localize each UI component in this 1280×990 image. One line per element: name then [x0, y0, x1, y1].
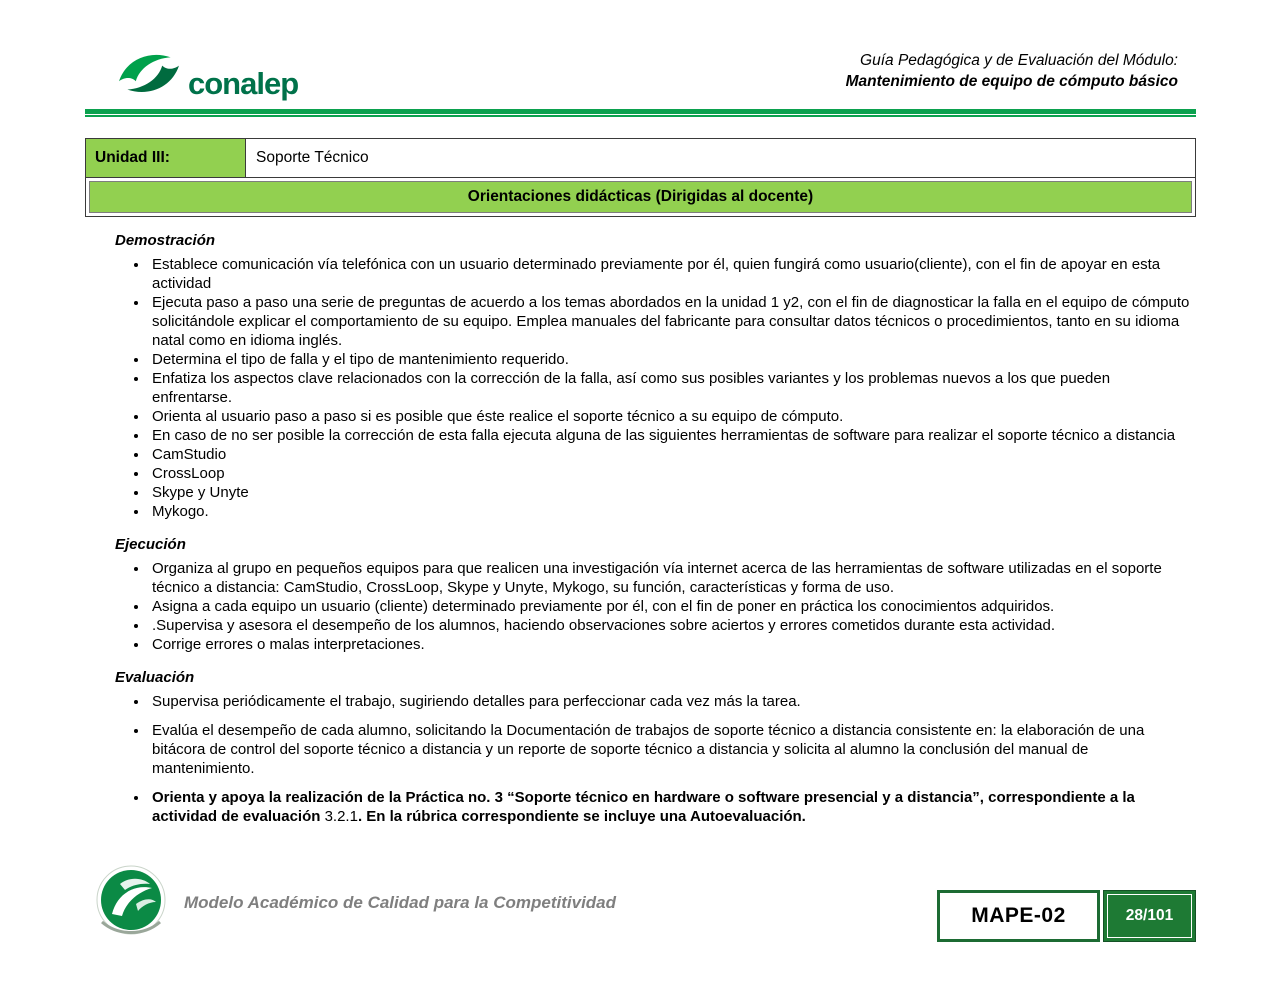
bullet-item: • En caso de no ser posible la corrección de esta falla ejecuta alguna de las siguientes herramientas de software para realizar el soporte técnico a distancia: [149, 426, 1194, 445]
bullet-item: • .Supervisa y asesora el desempeño de los alumnos, haciendo observaciones sobre aciertos y errores cometidos durante esta actividad.: [149, 616, 1194, 635]
bullet-item: [149, 788, 1194, 826]
bullet-item: • Establece comunicación vía telefónica con un usuario determinado previamente por él, quien fungirá como usuario(cliente), con el fin de apoyar en esta actividad: [149, 255, 1194, 293]
bullet-list: [115, 559, 1194, 654]
header-divider: [85, 109, 1196, 117]
bullet-text-segment: . En la rúbrica correspondiente se incluye una Autoevaluación.: [357, 808, 806, 825]
bullet-item: • Orienta al usuario paso a paso si es posible que éste realice el soporte técnico a su equipo de cómputo.: [149, 407, 1194, 426]
bullet-text-segment: Orienta y apoya la realización de la Práctica no. 3 “Soporte técnico en hardware o software presencial y a distancia”, correspondiente a la actividad de evaluación: [152, 789, 1135, 825]
content: [115, 231, 1194, 826]
section-header-bar: Orientaciones didácticas (Dirigidas al docente): [89, 181, 1192, 213]
bullet-text-segment: 3.2.1: [324, 808, 358, 825]
bullet-item: • Corrige errores o malas interpretaciones.: [149, 635, 1194, 654]
bullet-item: • CamStudio: [149, 445, 1194, 464]
bullet-item: • Skype y Unyte: [149, 483, 1194, 502]
bullet-item: • Determina el tipo de falla y el tipo de mantenimiento requerido.: [149, 350, 1194, 369]
mcc-seal-icon: [92, 864, 170, 949]
bullet-item: • Enfatiza los aspectos clave relacionados con la corrección de la falla, así como sus posibles variantes y los problemas nuevos a los que pueden enfrentarse.: [149, 369, 1194, 407]
section-header-row: [86, 178, 1195, 216]
section-heading: Ejecución: [115, 536, 186, 553]
unit-value-cell: Soporte Técnico: [256, 149, 369, 166]
unit-table: [85, 138, 1196, 217]
page-number-box: [1103, 890, 1196, 942]
bullet-list: [115, 255, 1194, 521]
document-code-box: MAPE-02: [937, 890, 1100, 942]
bullet-item: • Mykogo.: [149, 502, 1194, 521]
bullet-item: • Asigna a cada equipo un usuario (cliente) determinado previamente por él, con el fin de poner en práctica los conocimientos adquiridos.: [149, 597, 1194, 616]
bullet-item: • Evalúa el desempeño de cada alumno, solicitando la Documentación de trabajos de soporte técnico a distancia consistente en: la elaboración de una bitácora de control del soporte técnico a distancia y un reporte de soporte técnico a distancia y solicita al alumno la conclusión del manual de mantenimiento.: [149, 721, 1194, 778]
page-number: 28/101: [1107, 894, 1192, 938]
document-title: [846, 50, 1178, 92]
conalep-swoosh-icon: [112, 50, 186, 98]
section-heading: Evaluación: [115, 669, 195, 686]
bullet-list: [115, 692, 1194, 826]
bullet-item: • CrossLoop: [149, 464, 1194, 483]
title-line-1: Guía Pedagógica y de Evaluación del Módulo:: [860, 52, 1178, 69]
conalep-wordmark: conalep: [188, 66, 299, 101]
section-heading: Demostración: [115, 232, 216, 249]
conalep-logo: [112, 50, 298, 102]
bullet-item: • Ejecuta paso a paso una serie de preguntas de acuerdo a los temas abordados en la unidad 1 y2, con el fin de diagnosticar la falla en el equipo de cómputo solicitándole explicar el comportamiento de su equipo. Emplea manuales del fabricante para consultar datos técnicos o procedimientos, tanto en su idioma natal como en idioma inglés.: [149, 293, 1194, 350]
title-line-2: Mantenimiento de equipo de cómputo básico: [845, 73, 1178, 90]
bullet-item: • Supervisa periódicamente el trabajo, sugiriendo detalles para perfeccionar cada vez más la tarea.: [149, 692, 1194, 711]
unit-label-cell: Unidad III:: [86, 139, 246, 177]
unit-row: [86, 139, 1195, 178]
bullet-item: • Organiza al grupo en pequeños equipos para que realicen una investigación vía internet acerca de las herramientas de software utilizadas en el soporte técnico a distancia: CamStudio, CrossLoop, Skype y Unyte, Mykogo, su función, características y forma de uso.: [149, 559, 1194, 597]
footer-model-text: Modelo Académico de Calidad para la Competitividad: [184, 893, 617, 912]
